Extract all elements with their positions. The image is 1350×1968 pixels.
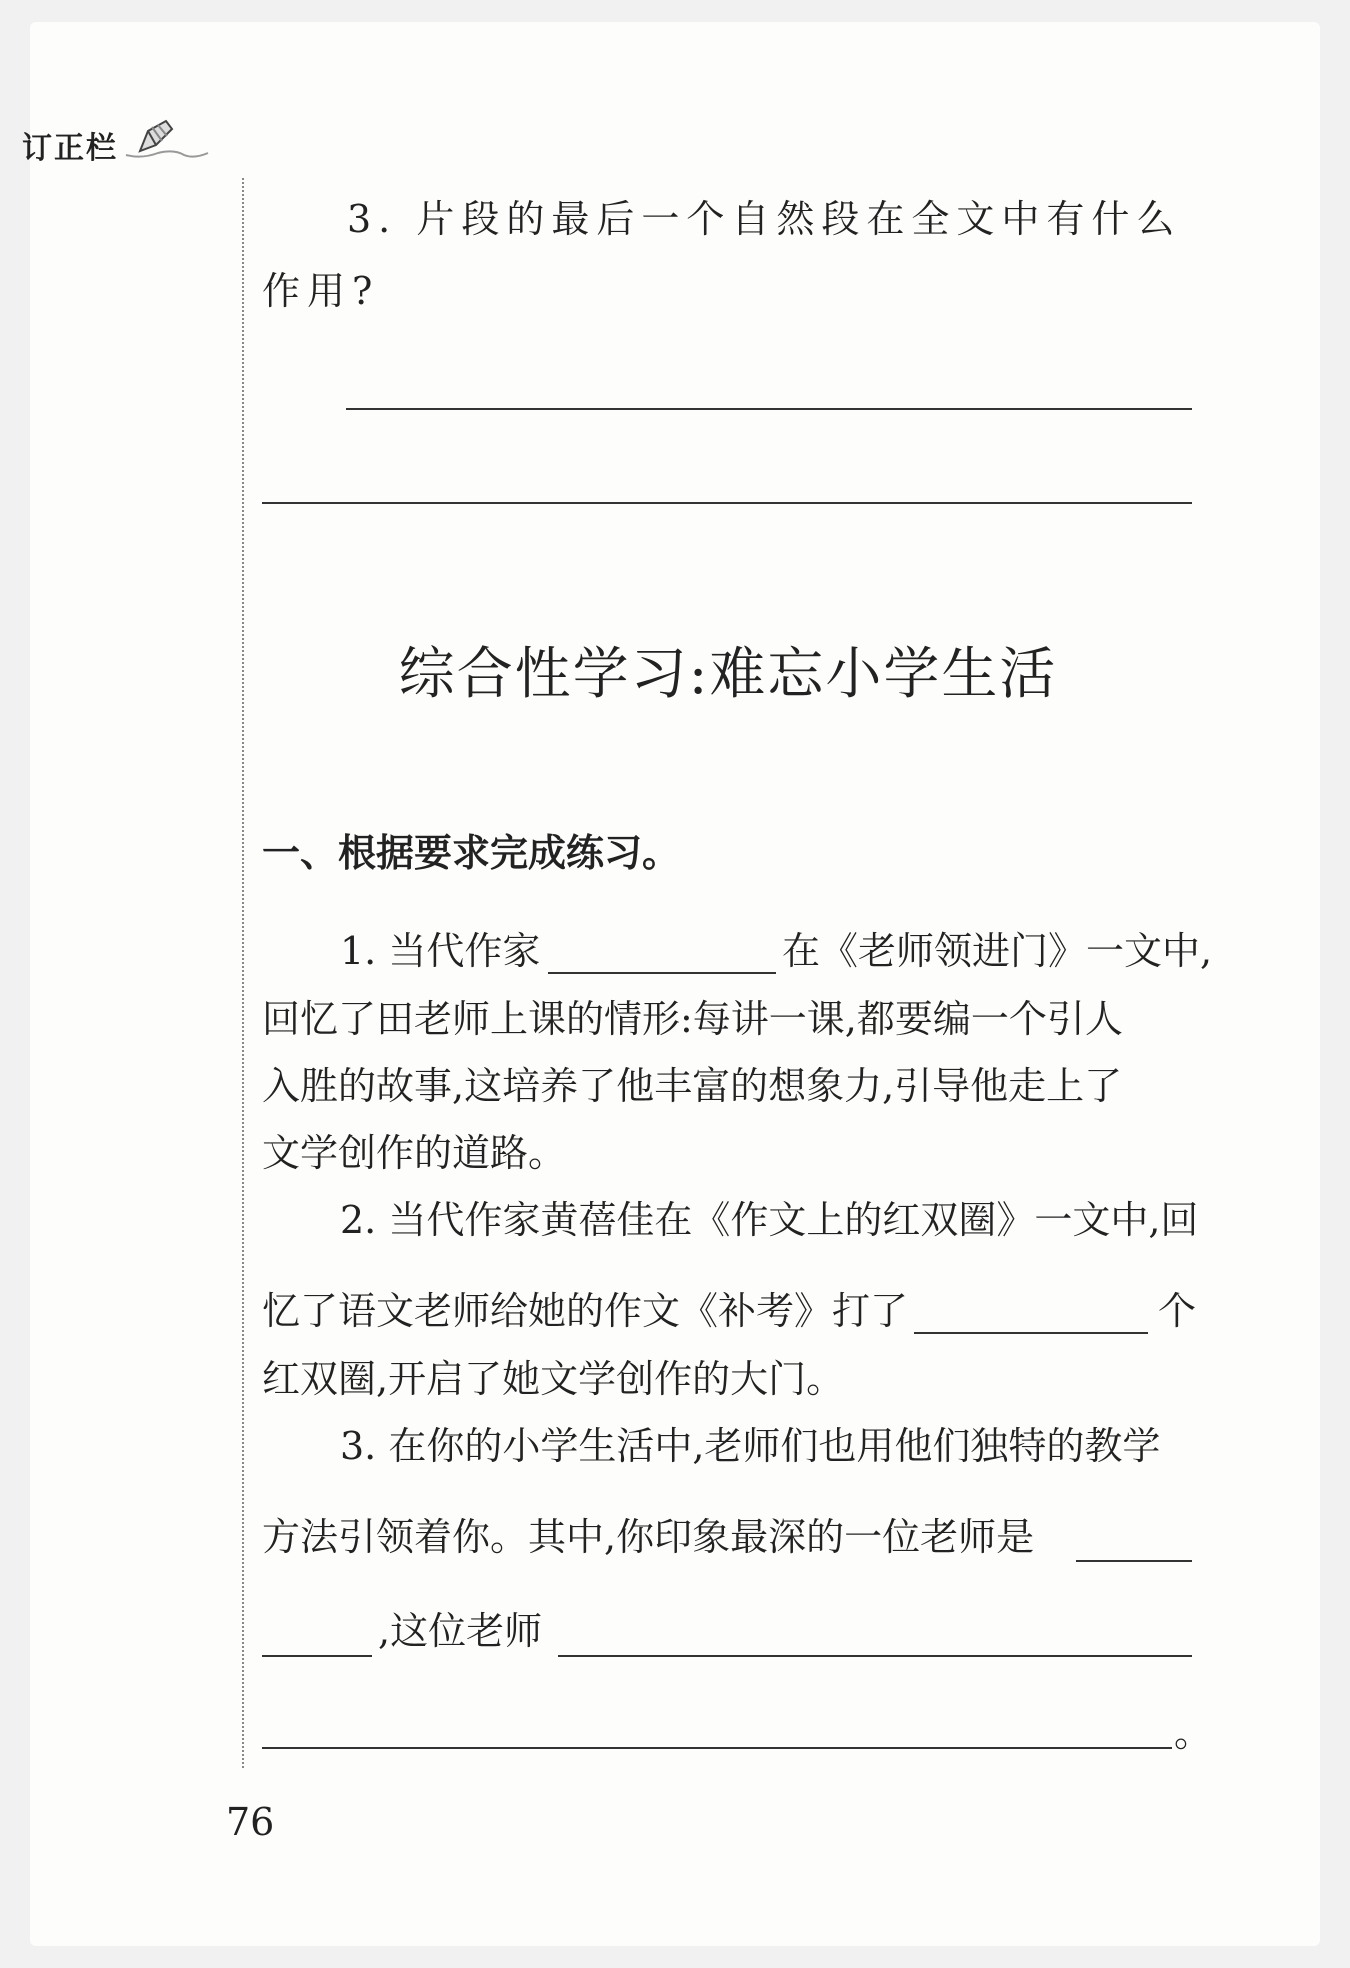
q3-teacher-blank-a[interactable]: [1076, 1560, 1192, 1562]
correction-column-label: 订正栏: [22, 131, 118, 166]
q1-author-blank[interactable]: [548, 972, 776, 974]
q3-description-blank[interactable]: [558, 1655, 1192, 1657]
q2-line-1: 2. 当代作家黄蓓佳在《作文上的红双圈》一文中,回: [340, 1198, 1199, 1242]
q3-teacher-blank-b[interactable]: [262, 1655, 372, 1657]
answer-line-2[interactable]: [262, 502, 1192, 504]
q3-line-3: ,这位老师: [378, 1609, 543, 1653]
section-title: 综合性学习:难忘小学生活: [398, 642, 1058, 707]
dotted-margin-rule: [242, 178, 244, 1768]
q2-count-blank[interactable]: [914, 1332, 1148, 1334]
q1-line-3: 入胜的故事,这培养了他丰富的想象力,引导他走上了: [262, 1064, 1123, 1108]
q3-line-2: 方法引领着你。其中,你印象最深的一位老师是: [262, 1515, 1035, 1559]
workbook-page: [30, 22, 1320, 1946]
answer-line-1[interactable]: [346, 408, 1192, 410]
top-question-line-1: 3. 片段的最后一个自然段在全文中有什么: [347, 197, 1182, 241]
q2-line-2-start: 忆了语文老师给她的作文《补考》打了: [262, 1289, 909, 1333]
page-number: 76: [226, 1800, 275, 1844]
q1-line-1-start: 1. 当代作家: [340, 929, 541, 973]
q1-line-1-end: 在《老师领进门》一文中,: [782, 929, 1213, 973]
q1-line-2: 回忆了田老师上课的情形:每讲一课,都要编一个引人: [262, 997, 1123, 1041]
q2-line-3: 红双圈,开启了她文学创作的大门。: [262, 1357, 845, 1401]
top-question-line-2: 作用?: [262, 269, 380, 313]
pencil-icon: [122, 115, 212, 165]
correction-column-header: [22, 115, 212, 167]
q2-line-2-end: 个: [1158, 1289, 1197, 1333]
exercise-heading: 一、根据要求完成练习。: [262, 831, 681, 875]
q3-line-4-end: 。: [1174, 1711, 1213, 1755]
q3-description-blank-2[interactable]: [262, 1747, 1172, 1749]
q1-line-4: 文学创作的道路。: [262, 1131, 567, 1175]
q3-line-1: 3. 在你的小学生活中,老师们也用他们独特的教学: [340, 1424, 1161, 1468]
